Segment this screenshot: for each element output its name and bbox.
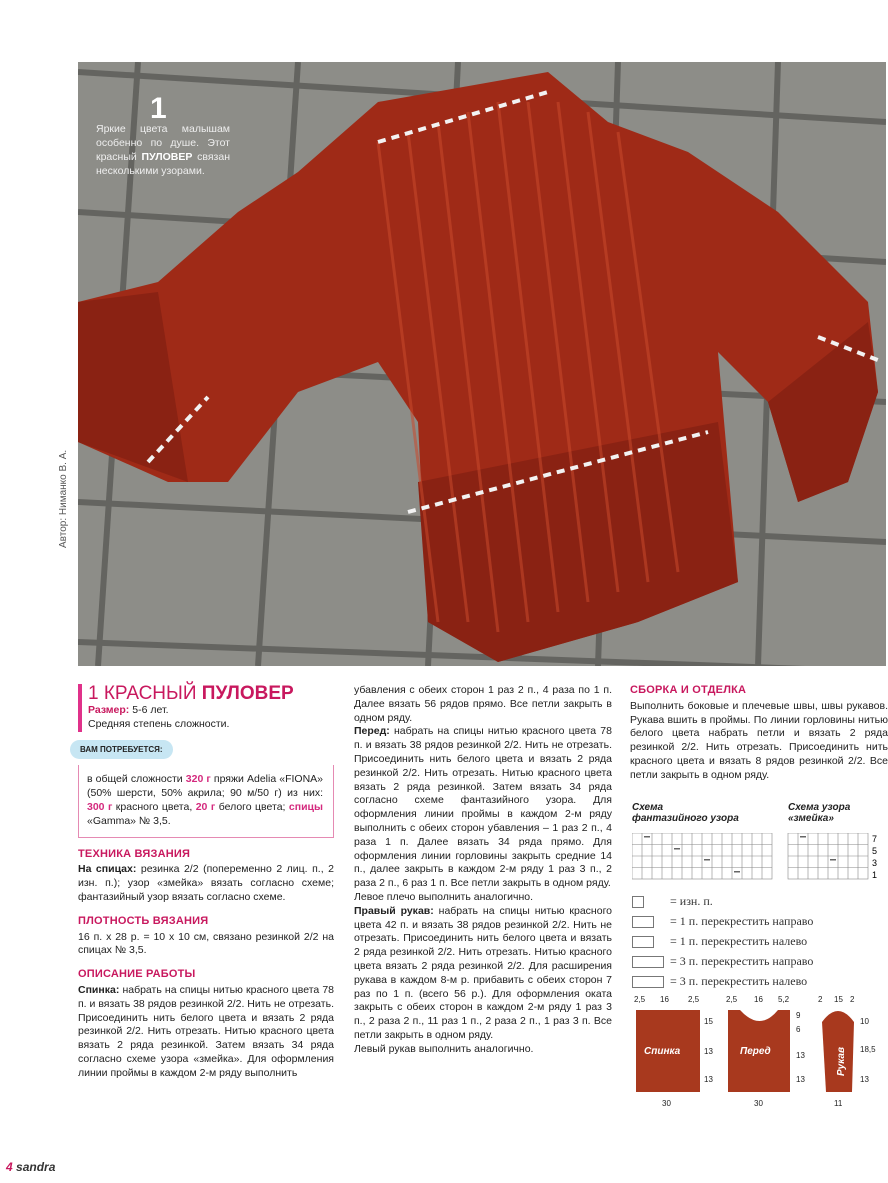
cross-left-3-icon [632, 976, 664, 988]
back-piece-label: Спинка [644, 1046, 681, 1057]
back-text: Спинка: набрать на спицы нитью красного цвета 78 п. и вязать 38 рядов резинкой 2/2. Нить не отрезать. Присоединить нить белого цвета и вязать 2 ряда резинкой 2/2. Нить отрезать. Нитью красного цвета вязать 2 ряда резинкой. Затем вязать 34 ряда согласно схеме узора «змейка». Для оформления линии проймы в каждом 2-м ряду выполнить [78, 983, 334, 1079]
description-heading: ОПИСАНИЕ РАБОТЫ [78, 968, 196, 981]
legend-item: = изн. п. [632, 894, 713, 909]
left-shoulder-text: Левое плечо выполнить аналогично. [354, 890, 534, 903]
technique-heading: ТЕХНИКА ВЯЗАНИЯ [78, 847, 191, 860]
dim-label: 13 [796, 1051, 805, 1060]
dim-label: 16 [754, 995, 763, 1004]
photo-caption: Яркие цвета малышам особенно по душе. Этот красный ПУЛОВЕР связан несколькими узорами. [96, 123, 230, 177]
page-title: 1 КРАСНЫЙ ПУЛОВЕР [88, 683, 294, 704]
column-2 [354, 684, 612, 1057]
legend-item: = 1 п. перекрестить налево [632, 934, 807, 949]
purl-symbol-icon [632, 896, 644, 908]
row-label: 1 [872, 870, 878, 880]
row-label: 5 [872, 846, 878, 856]
materials-badge: ВАМ ПОТРЕБУЕТСЯ: [70, 740, 173, 760]
dim-label: 18,5 [860, 1045, 876, 1054]
legend-item: = 1 п. перекрестить направо [632, 914, 813, 929]
back-text-cont: убавления с обеих сторон 1 раз 2 п., 4 раза по 1 п. Далее вязать 56 рядов прямо. Все петли закрыть в одном ряду. [354, 684, 612, 724]
front-text: Перед: набрать на спицы нитью красного цвета 78 п. и вязать 38 рядов резинкой 2/2. Нить не отрезать. Присоединить нить белого цвета и вязать 2 ряда резинкой 2/2. Нить отрезать. Нитью красного цвета вязать 2 ряда резинкой. Затем вязать 34 ряда согласно схеме фантазийного узора. Для оформления линии проймы в каждом 2-м ряду выполнить с обеих сторон убавления – 1 раз 2 п., 4 раза 1 п. Далее вязать 34 ряда прямо. Для оформления линии горловины закрыть средние 14 п., далее закрыть в каждом 2-м ряду 1 раз 3 п., 2 раза 2 п., 6 раз 1 п. Все петли закрыть в одном ряду. [354, 725, 612, 890]
cross-right-3-icon [632, 956, 664, 968]
density-heading: ПЛОТНОСТЬ ВЯЗАНИЯ [78, 914, 209, 927]
dim-label: 30 [662, 1099, 671, 1108]
sleeve-text: Правый рукав: набрать на спицы нитью красного цвета 42 п. и вязать 38 рядов резинкой 2/2. Нить не отрезать. Присоединить нить белого цвета и вязать 2 ряда резинкой 2/2. Нить отрезать. Нитью красного цвета вязать 2 ряда резинкой 2/2. Для расширения рукава в каждом 8-м р. прибавить с обеих сторон 7 раз по 1 п. (всего 56 р.). Для оформления оката закрыть с обеих сторон в каждом 2-м ряду 1 раз 3 п., 2 раза 2 п., 11 раз 1 п., 2 раза 2 п., 1 раз 3 п. Все петли закрыть в одном ряду. [354, 904, 613, 1041]
dim-label: 2 [818, 995, 823, 1004]
dim-label: 16 [660, 995, 669, 1004]
front-piece-label: Перед [740, 1046, 771, 1057]
dim-label: 15 [704, 1017, 713, 1026]
difficulty-line: Средняя степень сложности. [88, 717, 230, 730]
left-sleeve-text: Левый рукав выполнить аналогично. [354, 1042, 534, 1055]
schema-grids [632, 833, 880, 883]
dim-label: 2 [850, 995, 855, 1004]
density-text: 16 п. x 28 р. = 10 x 10 см, связано резинкой 2/2 на спицах № 3,5. [78, 930, 334, 957]
dim-label: 2,5 [688, 995, 700, 1004]
schema2-title: Схема узора «змейка» [788, 802, 851, 824]
dim-label: 13 [796, 1075, 805, 1084]
dim-label: 5,2 [778, 995, 790, 1004]
dim-label: 11 [834, 1099, 843, 1108]
title-block [78, 684, 334, 732]
dim-label: 2,5 [634, 995, 646, 1004]
schema1-title: Схема фантазийного узора [632, 802, 739, 824]
assembly-text: Выполнить боковые и плечевые швы, швы рукавов. Рукава вшить в проймы. По линии горловины нитью белого цвета набрать петли и вязать 2 ряда резинкой 2/2. Нить отрезать. Присоединить нить красного цвета и вязать 8 рядов резинкой 2/2. Все петли закрыть в одном ряду. [630, 699, 888, 781]
dim-label: 6 [796, 1025, 801, 1034]
column-1 [78, 684, 334, 1081]
author-credit: Автор: Ниманко В. А. [58, 449, 69, 548]
materials-box: в общей сложности 320 г пряжи Adelia «FIONA» (50% шерсти, 50% акрила; 90 м/50 г) из них: 300 г красного цвета, 20 г белого цвета; спицы «Gamma» № 3,5. [78, 765, 334, 837]
row-label: 7 [872, 834, 878, 844]
sleeve-piece-label: Рукав [836, 1046, 847, 1076]
dim-label: 15 [834, 995, 843, 1004]
page-footer: 4 sandra [6, 1160, 56, 1174]
dim-label: 13 [704, 1075, 713, 1084]
technique-text: На спицах: резинка 2/2 (попеременно 2 лиц. п., 2 изн. п.); узор «змейка» вязать согласно схеме; фантазийный узор вязать согласно схеме. [78, 863, 334, 903]
dim-label: 13 [704, 1047, 713, 1056]
pattern-diagram [630, 992, 886, 1110]
size-line: Размер: 5-6 лет. [88, 704, 169, 716]
cross-left-1-icon [632, 936, 654, 948]
caption-number: 1 [150, 92, 167, 125]
dim-label: 13 [860, 1075, 869, 1084]
legend-item: = 3 п. перекрестить направо [632, 954, 813, 969]
dim-label: 9 [796, 1011, 801, 1020]
legend-item: = 3 п. перекрестить налево [632, 974, 807, 989]
cross-right-1-icon [632, 916, 654, 928]
row-label: 3 [872, 858, 878, 868]
dim-label: 2,5 [726, 995, 738, 1004]
dim-label: 30 [754, 1099, 763, 1108]
dim-label: 10 [860, 1017, 869, 1026]
assembly-heading: СБОРКА И ОТДЕЛКА [630, 684, 747, 696]
column-3 [630, 684, 888, 783]
